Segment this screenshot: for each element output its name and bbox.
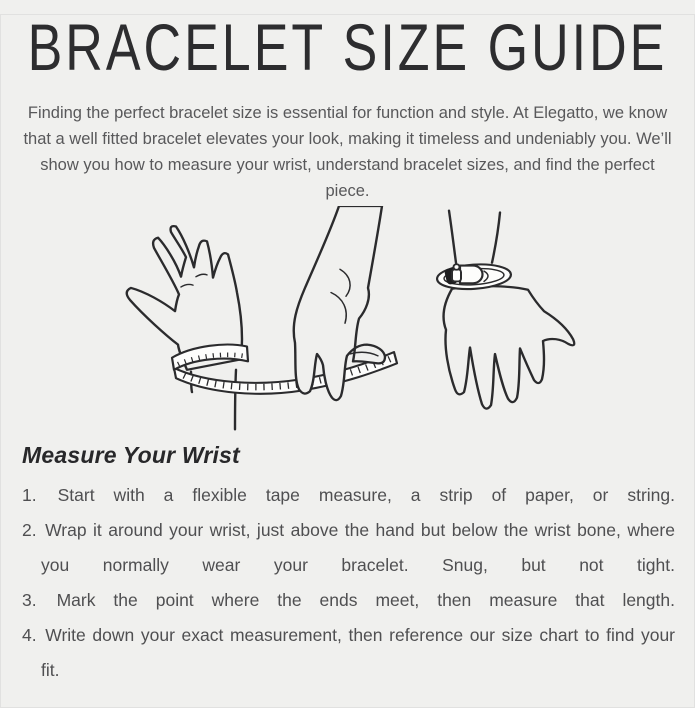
step-item-4 bbox=[22, 618, 675, 688]
step-number: 3. bbox=[22, 590, 37, 610]
step-text: Write down your exact measurement, then reference our size chart to find your fit. bbox=[41, 625, 676, 680]
bracelet-size-guide-page bbox=[0, 14, 695, 708]
step-number: 4. bbox=[22, 625, 37, 645]
measurement-steps-list bbox=[22, 478, 675, 688]
wrist-measurement-illustration bbox=[88, 206, 608, 434]
step-item-2 bbox=[22, 513, 675, 583]
step-item-3 bbox=[22, 583, 675, 618]
hands-illustration-svg bbox=[88, 206, 608, 434]
step-text: Start with a flexible tape measure, a strip of paper, or string. bbox=[57, 485, 675, 505]
step-item-1 bbox=[22, 478, 675, 513]
bracelet-hand-graphic bbox=[443, 286, 574, 409]
step-number: 2. bbox=[22, 520, 37, 540]
intro-paragraph: Finding the perfect bracelet size is essential for function and style. At Elegatto, we know that a well fitted bracelet elevates your look, making it timeless and undeniably you. We’ll show you how to measure your wrist, understand bracelet sizes, and find the perfect piece. bbox=[23, 104, 672, 200]
page-title: BRACELET SIZE GUIDE bbox=[27, 12, 668, 86]
measure-your-wrist-heading: Measure Your Wrist bbox=[22, 442, 240, 468]
step-text: Wrap it around your wrist, just above the hand but below the wrist bone, where you normally wear your bracelet. Snug, but not tight. bbox=[41, 520, 675, 575]
step-text: Mark the point where the ends meet, then measure that length. bbox=[56, 590, 675, 610]
right-forearm-lines bbox=[449, 211, 500, 263]
step-number: 1. bbox=[22, 485, 37, 505]
